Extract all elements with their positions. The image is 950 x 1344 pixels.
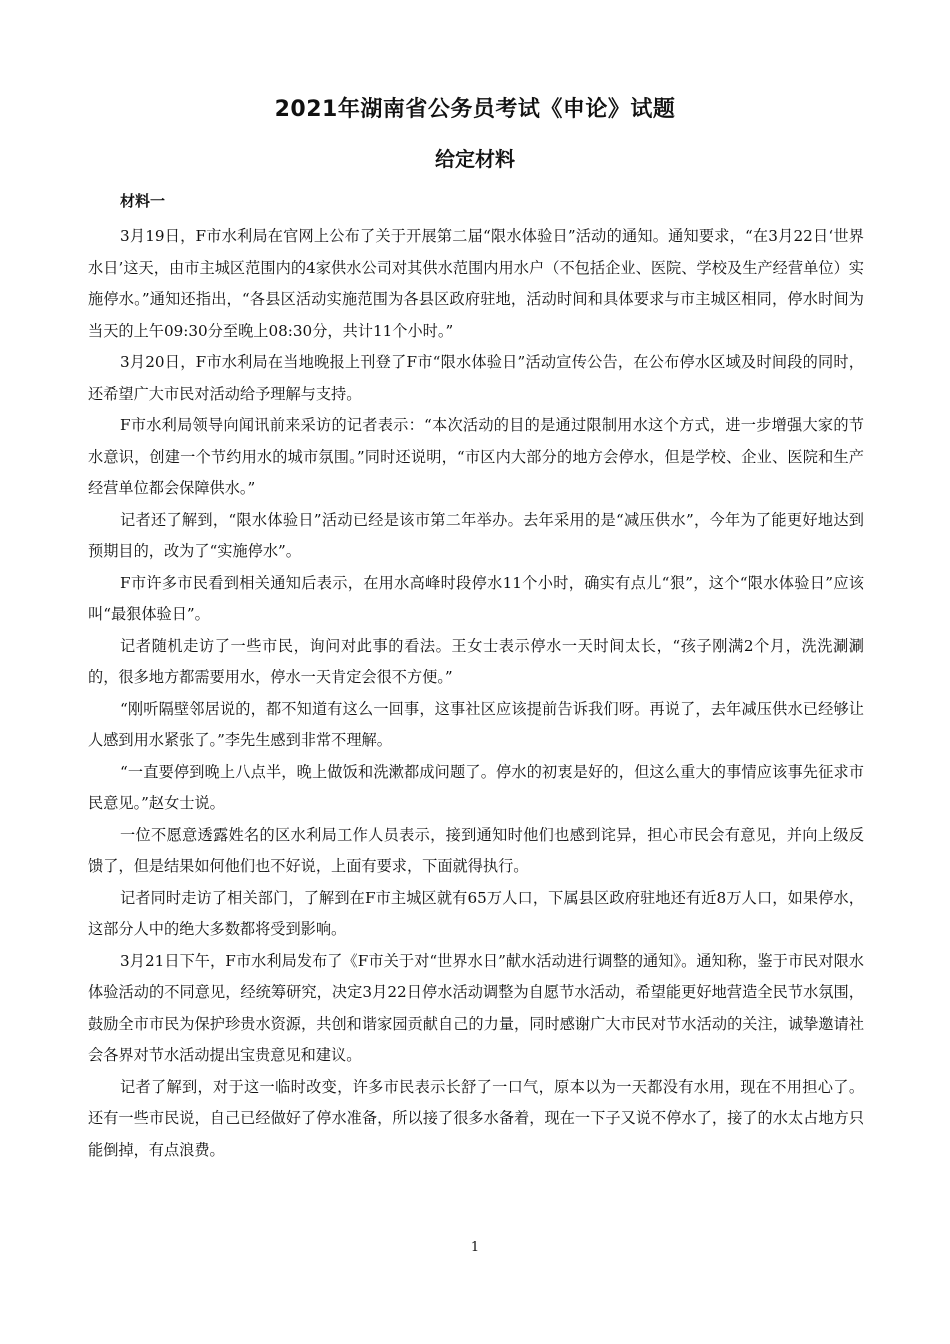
page-number: 1 xyxy=(470,1240,480,1255)
document-title: 2021年湖南省公务员考试《申论》试题 xyxy=(274,97,676,122)
paragraph: 3月20日，F市水利局在当地晚报上刊登了F市“限水体验日”活动宣传公告，在公布停水区域及时间段的同时，还希望广大市民对活动给予理解与支持。 xyxy=(88,353,864,403)
paragraph: F市许多市民看到相关通知后表示，在用水高峰时段停水11个小时，确实有点儿“狠”，这个“限水体验日”应该叫“最狠体验日”。 xyxy=(88,573,864,623)
paragraph: 记者同时走访了相关部门，了解到在F市主城区就有65万人口，下属县区政府驻地还有近8万人口，如果停水，这部分人中的绝大多数都将受到影响。 xyxy=(88,888,864,938)
paragraph: F市水利局领导向闻讯前来采访的记者表示：“本次活动的目的是通过限制用水这个方式，进一步增强大家的节水意识，创建一个节约用水的城市氛围。”同时还说明，“市区内大部分的地方会停水，但是学校、企业、医院和生产经营单位都会保障供水。” xyxy=(88,416,864,497)
paragraph: “刚听隔壁邻居说的，都不知道有这么一回事，这事社区应该提前告诉我们呀。再说了，去年减压供水已经够让人感到用水紧张了。”李先生感到非常不理解。 xyxy=(88,699,864,749)
paragraph: 记者了解到，对于这一临时改变，许多市民表示长舒了一口气，原本以为一天都没有水用，现在不用担心了。还有一些市民说，自己已经做好了停水准备，所以接了很多水备着，现在一下子又说不停水了，接了的水太占地方只能倒掉，有点浪费。 xyxy=(88,1077,864,1159)
paragraph: 一位不愿意透露姓名的区水利局工作人员表示，接到通知时他们也感到诧异，担心市民会有意见，并向上级反馈了，但是结果如何他们也不好说，上面有要求，下面就得执行。 xyxy=(88,825,864,875)
document-subtitle: 给定材料 xyxy=(435,147,515,171)
paragraph: 3月19日，F市水利局在官网上公布了关于开展第二届“限水体验日”活动的通知。通知要求，“在3月22日‘世界水日’这天，由市主城区范围内的4家供水公司对其供水范围内用水户（不包括企业、医院、学校及生产经营单位）实施停水。”通知还指出，“各县区活动实施范围为各县区政府驻地，活动时间和具体要求与市主城区相同，停水时间为当天的上午09:30分至晚上08:30分，共计11个小时。” xyxy=(88,227,864,340)
paragraph: 3月21日下午，F市水利局发布了《F市关于对“世界水日”献水活动进行调整的通知》。通知称，鉴于市民对限水体验活动的不同意见，经统筹研究，决定3月22日停水活动调整为自愿节水活动，希望能更好地营造全民节水氛围，鼓励全市市民为保护珍贵水资源，共创和谐家园贡献自己的力量，同时感谢广大市民对节水活动的关注，诚挚邀请社会各界对节水活动提出宝贵意见和建议。 xyxy=(88,951,864,1064)
body-text xyxy=(88,221,864,1166)
paragraph: “一直要停到晚上八点半，晚上做饭和洗漱都成问题了。停水的初衷是好的，但这么重大的事情应该事先征求市民意见。”赵女士说。 xyxy=(88,762,864,812)
section-heading: 材料一 xyxy=(120,192,166,210)
paragraph: 记者还了解到，“限水体验日”活动已经是该市第二年举办。去年采用的是“减压供水”，今年为了能更好地达到预期目的，改为了“实施停水”。 xyxy=(88,510,864,560)
paragraph: 记者随机走访了一些市民，询问对此事的看法。王女士表示停水一天时间太长，“孩子刚满2个月，洗洗涮涮的，很多地方都需要用水，停水一天肯定会很不方便。” xyxy=(88,636,864,686)
